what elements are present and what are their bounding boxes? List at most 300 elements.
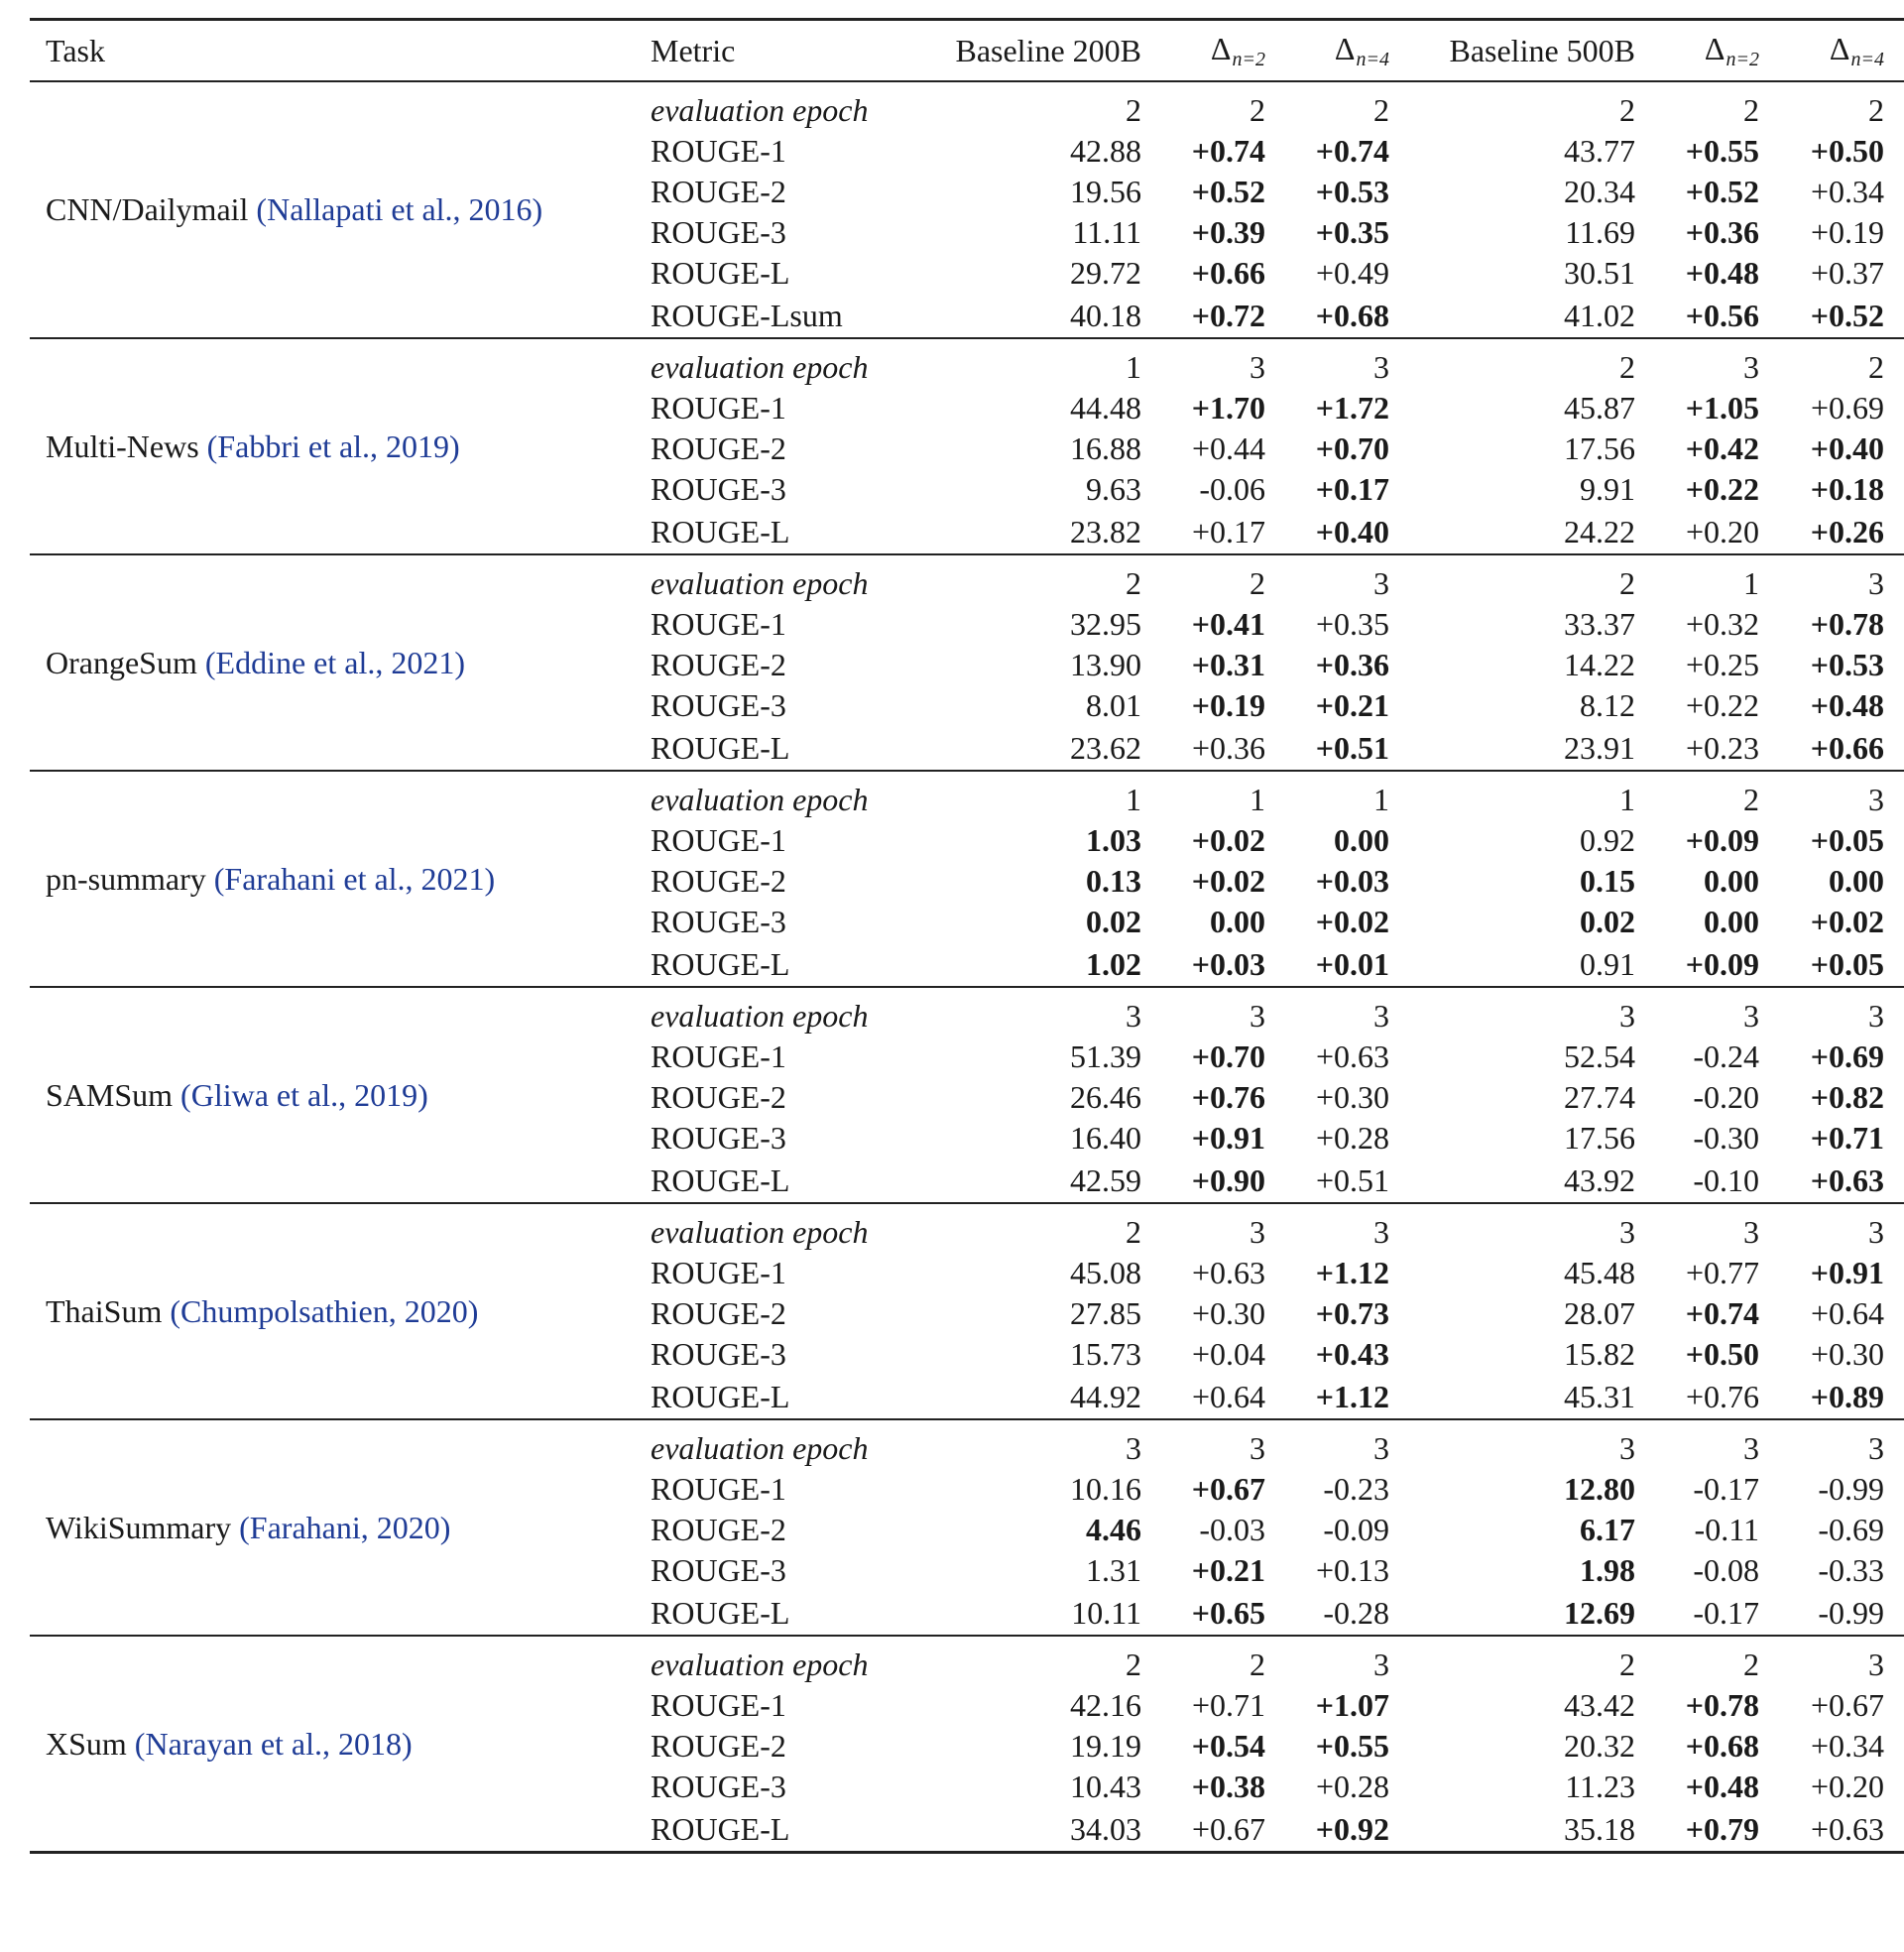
value-delta-n4-200b: +0.53 bbox=[1315, 174, 1389, 209]
value-baseline-500b: 11.69 bbox=[1565, 214, 1635, 250]
epoch-row bbox=[30, 81, 1904, 131]
value-baseline-200b: 44.48 bbox=[1070, 390, 1141, 426]
value-delta-n4-500b: -0.69 bbox=[1818, 1512, 1884, 1547]
value-delta-n2-500b: +0.50 bbox=[1685, 1336, 1759, 1372]
value-delta-n4-500b: -0.99 bbox=[1818, 1471, 1884, 1507]
value-baseline-500b: 14.22 bbox=[1564, 647, 1635, 682]
value-delta-n4-500b: +0.63 bbox=[1810, 1161, 1884, 1198]
value-delta-n2-500b: 1 bbox=[1743, 565, 1759, 601]
value-delta-n2-200b: +0.21 bbox=[1191, 1552, 1265, 1588]
value-delta-n2-500b: +0.22 bbox=[1685, 471, 1759, 507]
value-baseline-500b: 2 bbox=[1619, 349, 1635, 385]
header-delta-n2-500b bbox=[1657, 20, 1781, 82]
value-delta-n2-200b: +0.39 bbox=[1191, 214, 1265, 250]
value-baseline-500b: 45.87 bbox=[1564, 390, 1635, 426]
task-name-cell bbox=[30, 1636, 635, 1853]
results-table bbox=[30, 18, 1904, 1854]
value-baseline-200b: 1 bbox=[1126, 349, 1141, 385]
value-delta-n4-200b: +0.51 bbox=[1315, 1161, 1389, 1198]
value-delta-n4-200b: -0.23 bbox=[1323, 1471, 1389, 1507]
metric-label: evaluation epoch bbox=[651, 1214, 869, 1250]
value-delta-n2-500b: +0.55 bbox=[1685, 133, 1759, 169]
value-delta-n2-500b: +0.79 bbox=[1685, 1810, 1759, 1847]
value-delta-n4-200b: +0.63 bbox=[1315, 1038, 1389, 1074]
value-delta-n2-500b: +0.76 bbox=[1685, 1378, 1759, 1414]
value-delta-n4-500b: 3 bbox=[1868, 1647, 1884, 1682]
task-name: pn-summary bbox=[46, 860, 206, 897]
metric-label: ROUGE-2 bbox=[651, 430, 786, 466]
value-baseline-500b: 43.42 bbox=[1564, 1687, 1635, 1723]
value-delta-n4-500b: +0.69 bbox=[1810, 1038, 1884, 1074]
metric-label: ROUGE-L bbox=[651, 1810, 790, 1847]
metric-label: evaluation epoch bbox=[651, 998, 869, 1034]
value-delta-n2-200b: +0.64 bbox=[1191, 1378, 1265, 1414]
value-delta-n4-500b: 3 bbox=[1868, 998, 1884, 1034]
value-delta-n2-500b: +0.52 bbox=[1685, 174, 1759, 209]
value-baseline-200b: 15.73 bbox=[1070, 1336, 1141, 1372]
value-delta-n4-500b: +0.63 bbox=[1810, 1810, 1884, 1847]
value-delta-n2-500b: 2 bbox=[1743, 782, 1759, 817]
task-group bbox=[30, 1419, 1904, 1636]
value-delta-n4-200b: +0.55 bbox=[1315, 1728, 1389, 1764]
value-delta-n2-500b: -0.17 bbox=[1693, 1471, 1759, 1507]
task-group bbox=[30, 81, 1904, 338]
value-delta-n2-500b: +0.32 bbox=[1685, 606, 1759, 642]
value-baseline-200b: 3 bbox=[1126, 998, 1141, 1034]
metric-label: ROUGE-L bbox=[651, 1378, 790, 1414]
value-delta-n4-500b: +0.18 bbox=[1810, 471, 1884, 507]
task-name: SAMSum bbox=[46, 1076, 174, 1113]
metric-label: ROUGE-1 bbox=[651, 1255, 786, 1290]
epoch-row bbox=[30, 771, 1904, 820]
metric-label: ROUGE-1 bbox=[651, 606, 786, 642]
value-delta-n4-500b: +0.78 bbox=[1810, 606, 1884, 642]
value-delta-n4-500b: +0.53 bbox=[1810, 647, 1884, 682]
value-delta-n2-200b: +0.63 bbox=[1191, 1255, 1265, 1290]
value-delta-n4-200b: +0.49 bbox=[1315, 255, 1389, 291]
value-baseline-200b: 23.62 bbox=[1070, 729, 1141, 766]
metric-label: ROUGE-3 bbox=[651, 214, 786, 250]
task-name-cell bbox=[30, 338, 635, 554]
task-name: Multi-News bbox=[46, 427, 199, 464]
metric-label: ROUGE-3 bbox=[651, 1336, 786, 1372]
value-delta-n2-200b: +0.74 bbox=[1191, 133, 1265, 169]
value-delta-n2-200b: +0.41 bbox=[1191, 606, 1265, 642]
value-delta-n2-500b: 0.00 bbox=[1704, 863, 1759, 899]
citation-link[interactable]: (Narayan et al., 2018) bbox=[134, 1725, 413, 1762]
value-delta-n2-200b: +0.38 bbox=[1191, 1769, 1265, 1804]
value-delta-n4-200b: +1.12 bbox=[1315, 1255, 1389, 1290]
value-delta-n2-200b: 2 bbox=[1250, 1647, 1265, 1682]
value-delta-n2-500b: 3 bbox=[1743, 998, 1759, 1034]
value-baseline-500b: 0.91 bbox=[1580, 945, 1635, 982]
value-delta-n2-500b: +0.36 bbox=[1685, 214, 1759, 250]
value-baseline-500b: 17.56 bbox=[1564, 430, 1635, 466]
value-delta-n4-500b: +0.26 bbox=[1810, 513, 1884, 549]
value-baseline-200b: 9.63 bbox=[1086, 471, 1141, 507]
value-delta-n2-200b: 0.00 bbox=[1210, 904, 1265, 939]
value-baseline-500b: 41.02 bbox=[1564, 297, 1635, 333]
value-delta-n2-200b: +0.04 bbox=[1191, 1336, 1265, 1372]
value-baseline-200b: 19.56 bbox=[1070, 174, 1141, 209]
value-delta-n2-500b: -0.11 bbox=[1694, 1512, 1759, 1547]
value-delta-n4-200b: +0.92 bbox=[1315, 1810, 1389, 1847]
value-delta-n4-500b: +0.02 bbox=[1810, 904, 1884, 939]
header-metric: Metric bbox=[635, 20, 918, 82]
value-delta-n2-200b: +1.70 bbox=[1191, 390, 1265, 426]
value-delta-n2-500b: +0.25 bbox=[1685, 647, 1759, 682]
value-delta-n2-200b: +0.31 bbox=[1191, 647, 1265, 682]
value-baseline-200b: 0.13 bbox=[1086, 863, 1141, 899]
value-baseline-200b: 44.92 bbox=[1070, 1378, 1141, 1414]
value-delta-n2-500b: +0.22 bbox=[1685, 687, 1759, 723]
value-delta-n4-500b: -0.99 bbox=[1818, 1594, 1884, 1631]
value-baseline-500b: 2 bbox=[1619, 92, 1635, 128]
value-delta-n4-500b: +0.30 bbox=[1810, 1336, 1884, 1372]
metric-label: ROUGE-1 bbox=[651, 1471, 786, 1507]
value-delta-n2-200b: +0.02 bbox=[1191, 863, 1265, 899]
value-delta-n4-200b: +0.03 bbox=[1315, 863, 1389, 899]
value-delta-n4-200b: +0.35 bbox=[1315, 214, 1389, 250]
value-delta-n4-500b: 0.00 bbox=[1829, 863, 1884, 899]
value-baseline-500b: 12.69 bbox=[1564, 1594, 1635, 1631]
value-delta-n4-200b: -0.28 bbox=[1323, 1594, 1389, 1631]
value-baseline-500b: 0.92 bbox=[1580, 822, 1635, 858]
value-baseline-500b: 52.54 bbox=[1564, 1038, 1635, 1074]
value-delta-n4-500b: +0.40 bbox=[1810, 430, 1884, 466]
value-delta-n4-200b: 3 bbox=[1373, 1430, 1389, 1466]
task-name-cell bbox=[30, 987, 635, 1203]
metric-label: ROUGE-1 bbox=[651, 133, 786, 169]
value-baseline-500b: 3 bbox=[1619, 998, 1635, 1034]
value-delta-n2-200b: 1 bbox=[1250, 782, 1265, 817]
value-delta-n2-500b: +0.77 bbox=[1685, 1255, 1759, 1290]
value-baseline-500b: 33.37 bbox=[1564, 606, 1635, 642]
value-delta-n4-200b: -0.09 bbox=[1323, 1512, 1389, 1547]
value-delta-n2-500b: +0.42 bbox=[1685, 430, 1759, 466]
epoch-row bbox=[30, 554, 1904, 604]
task-name: OrangeSum bbox=[46, 644, 197, 680]
citation-link[interactable]: (Farahani, 2020) bbox=[239, 1509, 451, 1545]
header-baseline-200b: Baseline 200B bbox=[918, 20, 1163, 82]
value-baseline-500b: 20.32 bbox=[1564, 1728, 1635, 1764]
value-delta-n4-200b: +1.72 bbox=[1315, 390, 1389, 426]
value-baseline-500b: 1 bbox=[1619, 782, 1635, 817]
value-delta-n2-500b: +0.56 bbox=[1685, 297, 1759, 333]
task-name-cell bbox=[30, 81, 635, 338]
value-delta-n2-500b: 2 bbox=[1743, 92, 1759, 128]
citation-link[interactable]: (Gliwa et al., 2019) bbox=[180, 1076, 428, 1113]
value-delta-n2-500b: 0.00 bbox=[1704, 904, 1759, 939]
value-baseline-200b: 1.02 bbox=[1086, 945, 1141, 982]
metric-label: ROUGE-2 bbox=[651, 1079, 786, 1115]
metric-label: evaluation epoch bbox=[651, 92, 869, 128]
value-baseline-200b: 42.88 bbox=[1070, 133, 1141, 169]
metric-label: ROUGE-3 bbox=[651, 687, 786, 723]
value-delta-n4-500b: +0.91 bbox=[1810, 1255, 1884, 1290]
value-delta-n2-500b: 2 bbox=[1743, 1647, 1759, 1682]
value-delta-n4-500b: +0.37 bbox=[1810, 255, 1884, 291]
value-delta-n2-200b: +0.67 bbox=[1191, 1810, 1265, 1847]
value-delta-n4-200b: 3 bbox=[1373, 349, 1389, 385]
value-delta-n2-200b: 2 bbox=[1250, 565, 1265, 601]
value-baseline-200b: 1.31 bbox=[1086, 1552, 1141, 1588]
value-delta-n4-500b: +0.50 bbox=[1810, 133, 1884, 169]
task-name: WikiSummary bbox=[46, 1509, 232, 1545]
metric-label: evaluation epoch bbox=[651, 1430, 869, 1466]
delta-subscript: n=4 bbox=[1356, 48, 1389, 70]
value-baseline-200b: 29.72 bbox=[1070, 255, 1141, 291]
metric-label: ROUGE-2 bbox=[651, 1295, 786, 1331]
value-delta-n4-500b: +0.34 bbox=[1810, 1728, 1884, 1764]
delta-symbol: Δ bbox=[1334, 30, 1356, 66]
citation-link[interactable]: (Eddine et al., 2021) bbox=[204, 644, 465, 680]
value-delta-n4-500b: 3 bbox=[1868, 1214, 1884, 1250]
task-group bbox=[30, 987, 1904, 1203]
value-delta-n4-200b: 2 bbox=[1373, 92, 1389, 128]
value-delta-n4-200b: +0.28 bbox=[1315, 1120, 1389, 1156]
value-baseline-500b: 12.80 bbox=[1564, 1471, 1635, 1507]
value-baseline-200b: 42.16 bbox=[1070, 1687, 1141, 1723]
value-delta-n4-500b: +0.48 bbox=[1810, 687, 1884, 723]
value-delta-n4-200b: +1.12 bbox=[1315, 1378, 1389, 1414]
value-delta-n2-200b: +0.36 bbox=[1191, 729, 1265, 766]
value-delta-n4-500b: 2 bbox=[1868, 349, 1884, 385]
value-delta-n2-200b: 2 bbox=[1250, 92, 1265, 128]
task-name-cell bbox=[30, 1419, 635, 1636]
value-delta-n2-200b: +0.65 bbox=[1191, 1594, 1265, 1631]
value-baseline-200b: 10.16 bbox=[1070, 1471, 1141, 1507]
value-baseline-500b: 3 bbox=[1619, 1430, 1635, 1466]
value-baseline-200b: 2 bbox=[1126, 92, 1141, 128]
value-delta-n4-200b: 3 bbox=[1373, 1214, 1389, 1250]
value-delta-n4-500b: +0.71 bbox=[1810, 1120, 1884, 1156]
value-baseline-200b: 1.03 bbox=[1086, 822, 1141, 858]
task-name-cell bbox=[30, 1203, 635, 1419]
epoch-row bbox=[30, 987, 1904, 1037]
value-delta-n2-200b: +0.30 bbox=[1191, 1295, 1265, 1331]
value-delta-n4-200b: 3 bbox=[1373, 565, 1389, 601]
value-delta-n4-200b: +0.21 bbox=[1315, 687, 1389, 723]
header-delta-n4-200b bbox=[1287, 20, 1411, 82]
value-delta-n4-200b: 1 bbox=[1373, 782, 1389, 817]
value-delta-n2-200b: 3 bbox=[1250, 1214, 1265, 1250]
metric-label: ROUGE-2 bbox=[651, 1512, 786, 1547]
metric-label: ROUGE-L bbox=[651, 945, 790, 982]
value-baseline-200b: 26.46 bbox=[1070, 1079, 1141, 1115]
value-baseline-200b: 42.59 bbox=[1070, 1161, 1141, 1198]
value-delta-n2-200b: +0.71 bbox=[1191, 1687, 1265, 1723]
value-baseline-500b: 43.77 bbox=[1564, 133, 1635, 169]
value-baseline-200b: 2 bbox=[1126, 565, 1141, 601]
value-baseline-500b: 2 bbox=[1619, 565, 1635, 601]
value-baseline-500b: 15.82 bbox=[1564, 1336, 1635, 1372]
value-delta-n2-500b: -0.24 bbox=[1693, 1038, 1759, 1074]
value-delta-n2-200b: +0.52 bbox=[1191, 174, 1265, 209]
epoch-row bbox=[30, 1203, 1904, 1253]
value-delta-n4-500b: +0.19 bbox=[1810, 214, 1884, 250]
value-delta-n4-500b: +0.34 bbox=[1810, 174, 1884, 209]
value-delta-n2-200b: 3 bbox=[1250, 349, 1265, 385]
value-baseline-500b: 30.51 bbox=[1564, 255, 1635, 291]
value-baseline-500b: 24.22 bbox=[1564, 513, 1635, 549]
value-delta-n4-500b: +0.05 bbox=[1810, 822, 1884, 858]
value-baseline-500b: 8.12 bbox=[1580, 687, 1635, 723]
value-delta-n2-200b: +0.70 bbox=[1191, 1038, 1265, 1074]
value-baseline-500b: 0.02 bbox=[1580, 904, 1635, 939]
value-delta-n2-500b: +0.68 bbox=[1685, 1728, 1759, 1764]
value-delta-n2-500b: +0.20 bbox=[1685, 513, 1759, 549]
value-delta-n2-200b: +0.76 bbox=[1191, 1079, 1265, 1115]
value-delta-n4-500b: +0.69 bbox=[1810, 390, 1884, 426]
value-delta-n2-500b: -0.08 bbox=[1693, 1552, 1759, 1588]
header-task: Task bbox=[30, 20, 635, 82]
value-delta-n2-500b: +0.78 bbox=[1685, 1687, 1759, 1723]
value-baseline-200b: 45.08 bbox=[1070, 1255, 1141, 1290]
value-delta-n4-500b: +0.66 bbox=[1810, 729, 1884, 766]
value-delta-n2-500b: 3 bbox=[1743, 1214, 1759, 1250]
metric-label: ROUGE-Lsum bbox=[651, 297, 843, 333]
delta-subscript: n=4 bbox=[1850, 48, 1884, 70]
value-baseline-200b: 34.03 bbox=[1070, 1810, 1141, 1847]
value-delta-n2-200b: +0.54 bbox=[1191, 1728, 1265, 1764]
value-delta-n2-200b: +0.66 bbox=[1191, 255, 1265, 291]
value-baseline-200b: 13.90 bbox=[1070, 647, 1141, 682]
value-delta-n4-200b: 3 bbox=[1373, 1647, 1389, 1682]
value-delta-n4-200b: +0.17 bbox=[1315, 471, 1389, 507]
metric-label: evaluation epoch bbox=[651, 1647, 869, 1682]
value-delta-n4-200b: +0.01 bbox=[1315, 945, 1389, 982]
value-baseline-500b: 35.18 bbox=[1564, 1810, 1635, 1847]
value-baseline-500b: 43.92 bbox=[1564, 1161, 1635, 1198]
value-delta-n2-200b: +0.02 bbox=[1191, 822, 1265, 858]
value-baseline-200b: 8.01 bbox=[1086, 687, 1141, 723]
value-baseline-500b: 17.56 bbox=[1564, 1120, 1635, 1156]
value-baseline-200b: 10.11 bbox=[1071, 1594, 1141, 1631]
value-delta-n2-500b: -0.10 bbox=[1693, 1161, 1759, 1198]
value-delta-n4-500b: 3 bbox=[1868, 782, 1884, 817]
value-delta-n2-500b: -0.17 bbox=[1693, 1594, 1759, 1631]
metric-label: ROUGE-3 bbox=[651, 1769, 786, 1804]
delta-subscript: n=2 bbox=[1726, 48, 1759, 70]
value-delta-n2-200b: +0.67 bbox=[1191, 1471, 1265, 1507]
citation-link[interactable]: (Nallapati et al., 2016) bbox=[256, 191, 543, 227]
value-delta-n2-500b: +1.05 bbox=[1685, 390, 1759, 426]
value-baseline-200b: 0.02 bbox=[1086, 904, 1141, 939]
value-delta-n2-500b: 3 bbox=[1743, 349, 1759, 385]
header-delta-n4-500b bbox=[1781, 20, 1904, 82]
metric-label: ROUGE-L bbox=[651, 513, 790, 549]
metric-label: ROUGE-2 bbox=[651, 647, 786, 682]
task-group bbox=[30, 338, 1904, 554]
value-delta-n4-500b: 2 bbox=[1868, 92, 1884, 128]
value-delta-n4-500b: 3 bbox=[1868, 1430, 1884, 1466]
value-delta-n4-500b: +0.64 bbox=[1810, 1295, 1884, 1331]
metric-label: evaluation epoch bbox=[651, 349, 869, 385]
metric-label: ROUGE-L bbox=[651, 1161, 790, 1198]
value-delta-n4-200b: +0.13 bbox=[1315, 1552, 1389, 1588]
metric-label: evaluation epoch bbox=[651, 782, 869, 817]
metric-label: ROUGE-2 bbox=[651, 1728, 786, 1764]
value-delta-n4-500b: +0.52 bbox=[1810, 297, 1884, 333]
value-baseline-500b: 11.23 bbox=[1565, 1769, 1635, 1804]
value-baseline-200b: 16.88 bbox=[1070, 430, 1141, 466]
value-baseline-200b: 2 bbox=[1126, 1647, 1141, 1682]
value-baseline-500b: 20.34 bbox=[1564, 174, 1635, 209]
value-delta-n2-200b: +0.91 bbox=[1191, 1120, 1265, 1156]
value-baseline-500b: 2 bbox=[1619, 1647, 1635, 1682]
task-group bbox=[30, 554, 1904, 771]
value-delta-n4-200b: +0.74 bbox=[1315, 133, 1389, 169]
metric-label: ROUGE-3 bbox=[651, 471, 786, 507]
value-delta-n4-200b: +0.73 bbox=[1315, 1295, 1389, 1331]
task-group bbox=[30, 1636, 1904, 1853]
value-baseline-500b: 9.91 bbox=[1580, 471, 1635, 507]
value-delta-n4-500b: 3 bbox=[1868, 565, 1884, 601]
task-group bbox=[30, 771, 1904, 987]
task-group bbox=[30, 1203, 1904, 1419]
value-delta-n4-200b: +0.02 bbox=[1315, 904, 1389, 939]
value-delta-n2-200b: -0.03 bbox=[1199, 1512, 1265, 1547]
header-row bbox=[30, 20, 1904, 82]
value-baseline-200b: 1 bbox=[1126, 782, 1141, 817]
value-delta-n4-200b: +0.40 bbox=[1315, 513, 1389, 549]
metric-label: ROUGE-2 bbox=[651, 863, 786, 899]
task-name-cell bbox=[30, 771, 635, 987]
value-baseline-200b: 51.39 bbox=[1070, 1038, 1141, 1074]
citation-link[interactable]: (Farahani et al., 2021) bbox=[213, 860, 496, 897]
value-delta-n2-200b: +0.19 bbox=[1191, 687, 1265, 723]
citation-link[interactable]: (Fabbri et al., 2019) bbox=[206, 427, 460, 464]
epoch-row bbox=[30, 1419, 1904, 1469]
value-delta-n2-500b: +0.09 bbox=[1685, 945, 1759, 982]
value-delta-n4-200b: +0.28 bbox=[1315, 1769, 1389, 1804]
value-delta-n2-200b: 3 bbox=[1250, 998, 1265, 1034]
value-baseline-200b: 10.43 bbox=[1070, 1769, 1141, 1804]
value-delta-n2-200b: +0.44 bbox=[1191, 430, 1265, 466]
value-baseline-200b: 16.40 bbox=[1070, 1120, 1141, 1156]
task-name: CNN/Dailymail bbox=[46, 191, 249, 227]
metric-label: ROUGE-3 bbox=[651, 904, 786, 939]
value-delta-n4-500b: +0.67 bbox=[1810, 1687, 1884, 1723]
value-delta-n4-200b: +0.51 bbox=[1315, 729, 1389, 766]
value-baseline-200b: 27.85 bbox=[1070, 1295, 1141, 1331]
value-delta-n2-500b: 3 bbox=[1743, 1430, 1759, 1466]
metric-label: ROUGE-3 bbox=[651, 1552, 786, 1588]
value-delta-n4-500b: -0.33 bbox=[1818, 1552, 1884, 1588]
value-baseline-500b: 27.74 bbox=[1564, 1079, 1635, 1115]
value-baseline-500b: 3 bbox=[1619, 1214, 1635, 1250]
metric-label: ROUGE-L bbox=[651, 255, 790, 291]
value-delta-n2-200b: -0.06 bbox=[1199, 471, 1265, 507]
value-delta-n2-200b: +0.03 bbox=[1191, 945, 1265, 982]
value-delta-n4-200b: 0.00 bbox=[1334, 822, 1389, 858]
value-delta-n4-200b: +0.43 bbox=[1315, 1336, 1389, 1372]
value-delta-n2-500b: -0.30 bbox=[1693, 1120, 1759, 1156]
task-name: ThaiSum bbox=[46, 1292, 163, 1329]
metric-label: evaluation epoch bbox=[651, 565, 869, 601]
header-delta-n2-200b bbox=[1163, 20, 1287, 82]
value-baseline-200b: 11.11 bbox=[1072, 214, 1141, 250]
value-delta-n4-200b: +0.36 bbox=[1315, 647, 1389, 682]
value-delta-n2-200b: +0.17 bbox=[1191, 513, 1265, 549]
delta-symbol: Δ bbox=[1210, 30, 1232, 66]
metric-label: ROUGE-1 bbox=[651, 822, 786, 858]
citation-link[interactable]: (Chumpolsathien, 2020) bbox=[170, 1292, 479, 1329]
delta-symbol: Δ bbox=[1704, 30, 1726, 66]
value-baseline-500b: 1.98 bbox=[1580, 1552, 1635, 1588]
value-baseline-500b: 28.07 bbox=[1564, 1295, 1635, 1331]
